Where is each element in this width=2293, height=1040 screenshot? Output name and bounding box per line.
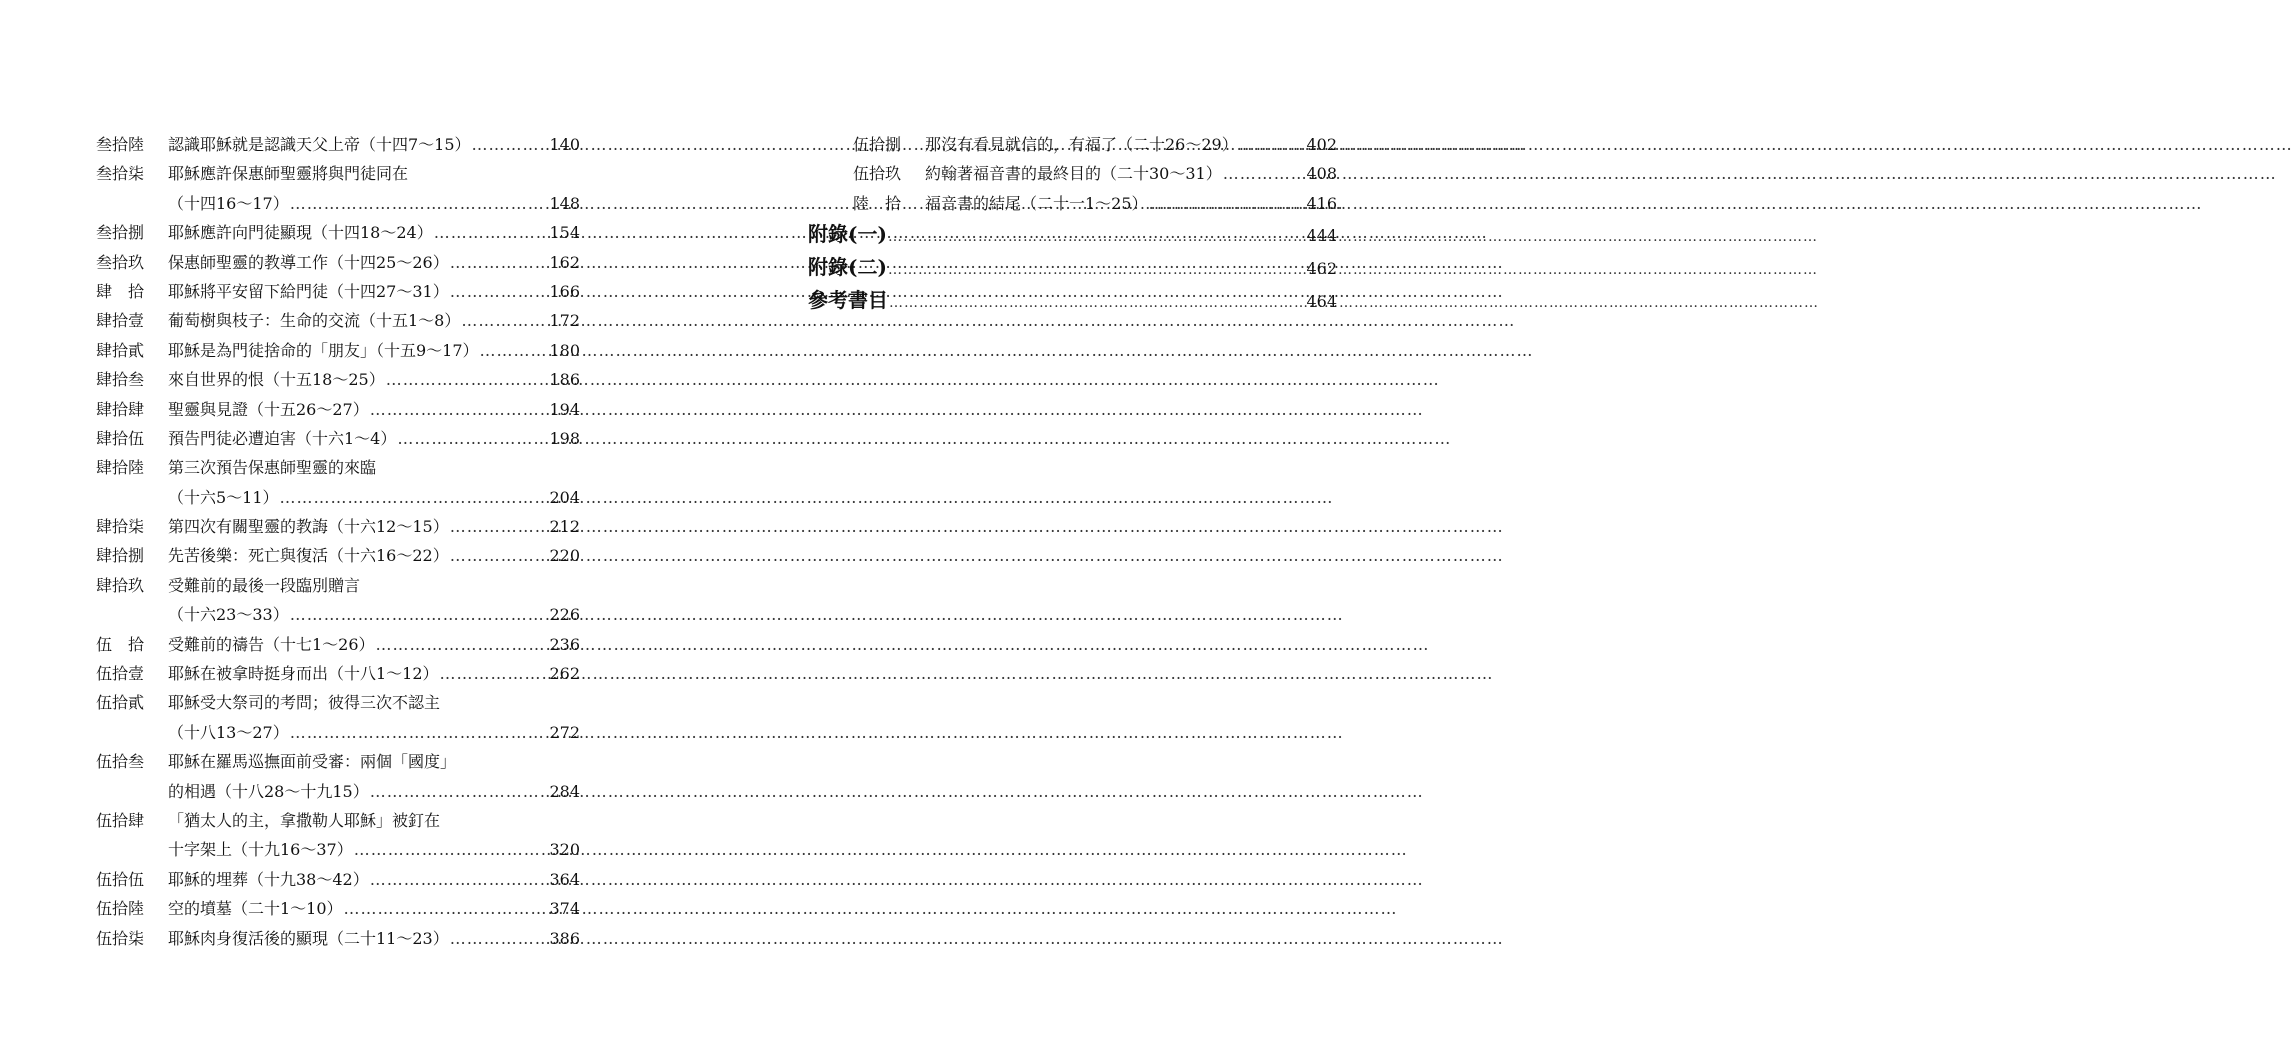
chapter-title: 約翰著福音書的最終目的（二十30～31）: [925, 164, 1222, 184]
chapter-number: 伍拾叁: [96, 752, 145, 772]
right-page: [700, 0, 1400, 1040]
page-number: 204: [549, 487, 580, 507]
chapter-title: 預告門徒必遭迫害（十六1～4）: [168, 428, 397, 448]
toc-entry: [96, 541, 580, 570]
toc-entry: [808, 218, 1337, 251]
dot-leader: [449, 248, 550, 277]
chapter-title: 十字架上（十九16～37）: [168, 840, 353, 860]
chapter-title: 耶穌應許保惠師聖靈將與門徒同在: [168, 164, 409, 184]
dot-leader: [439, 659, 550, 688]
dot-leader: [343, 894, 550, 923]
toc-entry: [853, 159, 1337, 188]
chapter-title: （十八13～27）: [168, 722, 289, 742]
page-number: 220: [549, 546, 580, 566]
toc-entry: [96, 659, 580, 688]
page-number: 166: [549, 281, 580, 301]
page-number: 364: [549, 869, 580, 889]
chapter-number: 伍拾肆: [96, 810, 145, 830]
chapter-number: 肆拾叁: [96, 370, 145, 390]
toc-entry: [853, 130, 1337, 159]
chapter-number: 叁拾捌: [96, 223, 145, 243]
dot-leader: [460, 306, 549, 335]
toc-entry: [96, 600, 580, 629]
page-number: 464: [1306, 292, 1337, 311]
toc-entry: [96, 395, 580, 424]
page-number: 172: [549, 311, 580, 331]
dot-leader: [888, 287, 1306, 320]
toc-entry: [96, 336, 580, 365]
page-number: 186: [549, 370, 580, 390]
chapter-title: 先苦後樂：死亡與復活（十六16～22）: [168, 546, 449, 566]
toc-entry: [96, 777, 580, 806]
dot-leader: [1222, 159, 1307, 188]
chapter-number: 肆拾玖: [96, 575, 145, 595]
chapter-title: 耶穌是為門徒捨命的「朋友」（十五9～17）: [168, 340, 479, 360]
chapter-number: 肆拾陸: [96, 458, 145, 478]
chapter-number: 伍拾捌: [853, 135, 902, 154]
dot-leader: [353, 835, 550, 864]
chapter-number: 肆拾捌: [96, 546, 145, 566]
page-number: 408: [1306, 164, 1337, 184]
chapter-title: 附錄(一): [808, 222, 887, 246]
toc-entry: [853, 189, 1337, 218]
toc-list-left: [96, 130, 580, 953]
dot-leader: [433, 218, 550, 247]
chapter-number: 伍拾柒: [96, 928, 145, 948]
dot-leader: [471, 130, 550, 159]
dot-leader: [449, 924, 550, 953]
dot-leader: [449, 512, 550, 541]
dot-leader: [479, 336, 550, 365]
page-number: 416: [1306, 193, 1337, 213]
toc-entry: [96, 189, 580, 218]
page-number: 198: [549, 428, 580, 448]
dot-leader: [396, 424, 549, 453]
chapter-title: 來自世界的恨（十五18～25）: [168, 370, 385, 390]
chapter-title: 那沒有看見就信的，有福了（二十26～29）: [925, 135, 1238, 154]
page-number: 462: [1306, 259, 1337, 278]
chapter-title: 受難前的禱告（十七1～26）: [168, 634, 375, 654]
toc-entry: [96, 512, 580, 541]
page-number: 284: [549, 781, 580, 801]
toc-entry: [96, 747, 580, 776]
chapter-title: 耶穌在羅馬巡撫面前受審：兩個「國度」: [168, 752, 457, 772]
toc-entry: [96, 571, 580, 600]
toc-entry: [96, 483, 580, 512]
chapter-number: 伍拾陸: [96, 899, 145, 919]
chapter-title: 空的墳墓（二十1～10）: [168, 899, 343, 919]
toc-entry: [96, 718, 580, 747]
chapter-title: 耶穌肉身復活後的顯現（二十11～23）: [168, 928, 449, 948]
toc-entry: [96, 159, 580, 188]
page-number: 194: [549, 399, 580, 419]
dot-leader: [887, 254, 1307, 287]
page-number: 272: [549, 722, 580, 742]
chapter-title: 的相遇（十八28～十九15）: [168, 781, 369, 801]
chapter-title: 聖靈與見證（十五26～27）: [168, 399, 369, 419]
toc-entry: [96, 835, 580, 864]
dot-leader: [1148, 189, 1307, 218]
chapter-title: 附錄(二): [808, 255, 887, 279]
toc-entry: [96, 924, 580, 953]
toc-entry: [96, 248, 580, 277]
dot-leader: [1238, 130, 1307, 159]
dot-leader: [385, 365, 550, 394]
chapter-number: 叁拾玖: [96, 252, 145, 272]
toc-entry: [96, 865, 580, 894]
chapter-title: （十六23～33）: [168, 605, 289, 625]
page-number: 320: [549, 840, 580, 860]
page-number: 402: [1306, 135, 1337, 154]
toc-entry: [96, 277, 580, 306]
dot-leader: [289, 600, 550, 629]
chapter-title: 耶穌應許向門徒顯現（十四18～24）: [168, 223, 433, 243]
page-number: 262: [549, 664, 580, 684]
chapter-number: 肆拾貳: [96, 340, 145, 360]
chapter-number: 伍 拾: [96, 634, 145, 654]
chapter-number: 叁拾陸: [96, 135, 145, 154]
toc-entry: [96, 806, 580, 835]
chapter-title: 耶穌將平安留下給門徒（十四27～31）: [168, 281, 449, 301]
dot-leader: [289, 718, 550, 747]
chapter-title: 認識耶穌就是認識天父上帝（十四7～15）: [168, 135, 471, 154]
page-number: 226: [549, 605, 580, 625]
chapter-number: 肆拾壹: [96, 311, 145, 331]
chapter-number: 伍拾玖: [853, 164, 902, 184]
chapter-number: 肆拾肆: [96, 399, 145, 419]
chapter-number: 伍拾伍: [96, 869, 145, 889]
page-number: 162: [549, 252, 580, 272]
dot-leader: [375, 630, 550, 659]
dot-leader: [369, 865, 550, 894]
left-page: [0, 0, 700, 1040]
toc-entry: [96, 130, 580, 159]
page-number: 386: [549, 928, 580, 948]
page-number: 236: [549, 634, 580, 654]
chapter-number: 肆拾伍: [96, 428, 145, 448]
dot-leader: [369, 395, 550, 424]
chapter-title: 「猶太人的主，拿撒勒人耶穌」被釘在: [168, 810, 441, 830]
page-number: 374: [549, 899, 580, 919]
toc-entry: [96, 894, 580, 923]
dot-leader: [449, 277, 550, 306]
chapter-title: 葡萄樹與枝子：生命的交流（十五1～8）: [168, 311, 461, 331]
chapter-number: 肆 拾: [96, 281, 145, 301]
chapter-number: 伍拾貳: [96, 693, 145, 713]
page-number: 212: [549, 517, 580, 537]
toc-entry: [96, 424, 580, 453]
page-number: 180: [549, 340, 580, 360]
chapter-title: （十六5～11）: [168, 487, 279, 507]
page-number: 154: [549, 223, 580, 243]
page-number: 140: [549, 135, 580, 154]
chapter-title: 受難前的最後一段臨別贈言: [168, 575, 361, 595]
dot-leader: [289, 189, 550, 218]
chapter-title: 第四次有關聖靈的教誨（十六12～15）: [168, 517, 449, 537]
chapter-title: 參考書目: [808, 288, 888, 312]
toc-entry: [96, 688, 580, 717]
page-number: 444: [1306, 226, 1337, 245]
dot-leader: [887, 221, 1307, 254]
chapter-number: 陸 拾: [853, 193, 902, 213]
chapter-title: 第三次預告保惠師聖靈的來臨: [168, 458, 377, 478]
chapter-number: 伍拾壹: [96, 664, 145, 684]
chapter-title: （十四16～17）: [168, 193, 289, 213]
chapter-title: 耶穌受大祭司的考問；彼得三次不認主: [168, 693, 441, 713]
toc-entry: [96, 365, 580, 394]
chapter-number: 叁拾柒: [96, 164, 145, 184]
dot-leader: [369, 777, 550, 806]
chapter-title: 福音書的結尾（二十一1～25）: [925, 193, 1148, 213]
chapter-number: 肆拾柒: [96, 517, 145, 537]
dot-leader: [449, 541, 550, 570]
toc-entry: [96, 630, 580, 659]
toc-entry: [96, 453, 580, 482]
page-number: 148: [549, 193, 580, 213]
dot-leader: [279, 483, 550, 512]
chapter-title: 耶穌的埋葬（十九38～42）: [168, 869, 369, 889]
toc-entry: [808, 251, 1337, 284]
chapter-title: 保惠師聖靈的教導工作（十四25～26）: [168, 252, 449, 272]
toc-list-right: [853, 130, 1337, 218]
toc-entry: [96, 218, 580, 247]
toc-entry: [808, 284, 1337, 317]
chapter-title: 耶穌在被拿時挺身而出（十八1～12）: [168, 664, 439, 684]
appendix-list: [808, 218, 1337, 317]
toc-entry: [96, 306, 580, 335]
